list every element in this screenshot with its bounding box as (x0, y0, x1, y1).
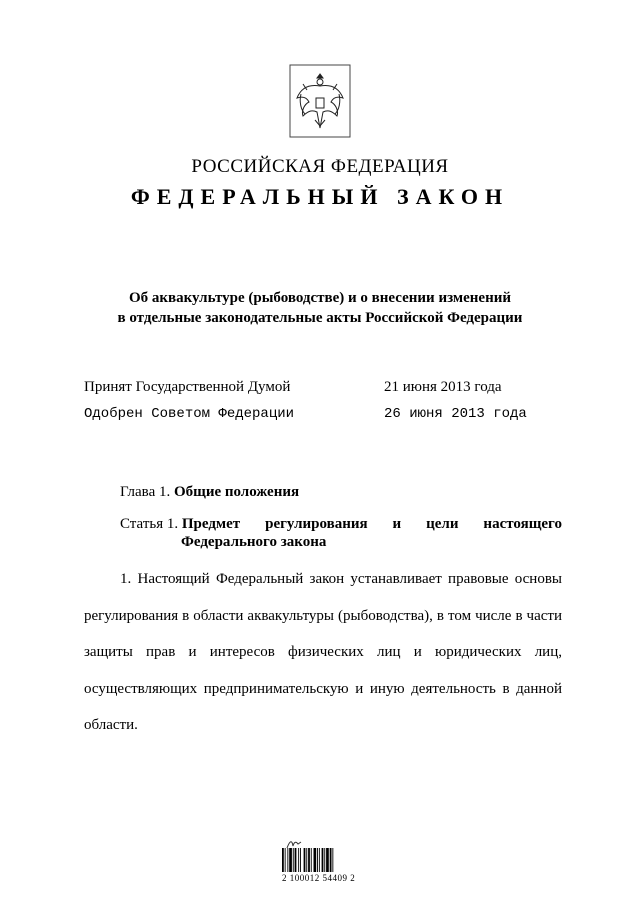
article-name-word: регулирования (265, 516, 368, 532)
chapter-heading (120, 484, 299, 501)
approved-date: 26 июня 2013 года (384, 406, 527, 422)
paragraph-line: регулирования в области аквакультуры (рыбоводства), в том числе в части (84, 607, 562, 624)
chapter-name: Общие положения (173, 484, 300, 500)
law-title-line-2: в отдельные законодательные акты Российской Федерации (117, 310, 523, 326)
article-prefix: Статья 1. (120, 516, 179, 532)
adopted-date: 21 июня 2013 года (384, 379, 502, 395)
document-type-heading: ФЕДЕРАЛЬНЫЙ ЗАКОН (130, 184, 510, 209)
article-name-word: цели (426, 516, 459, 532)
paragraph-line: защиты прав и интересов физических лиц и юридических лиц, (84, 644, 562, 660)
article-paragraph (84, 565, 562, 748)
law-title-line-1: Об аквакультуре (рыбоводстве) и о внесении изменений (128, 290, 512, 306)
article-heading (120, 516, 562, 551)
country-name: РОССИЙСКАЯ ФЕДЕРАЦИЯ (191, 156, 449, 177)
coat-of-arms-icon (289, 64, 351, 138)
barcode-number: 2 100012 54409 2 (282, 873, 356, 883)
paragraph-line: осуществляющих предпринимательскую и иную деятельность в данной (84, 680, 562, 697)
article-name-word: настоящего (483, 516, 562, 532)
adopted-by-duma-label: Принят Государственной Думой (84, 379, 291, 395)
article-name-word: Предмет (181, 516, 241, 532)
chapter-prefix: Глава 1. (120, 484, 171, 500)
article-name-line-2: Федерального закона (181, 534, 327, 550)
paragraph-line: области. (84, 717, 138, 733)
article-name-word: и (392, 516, 402, 532)
barcode-icon (280, 848, 360, 876)
paragraph-line: 1. Настоящий Федеральный закон устанавливает правовые основы (120, 571, 562, 587)
approved-by-council-label: Одобрен Советом Федерации (84, 406, 295, 422)
